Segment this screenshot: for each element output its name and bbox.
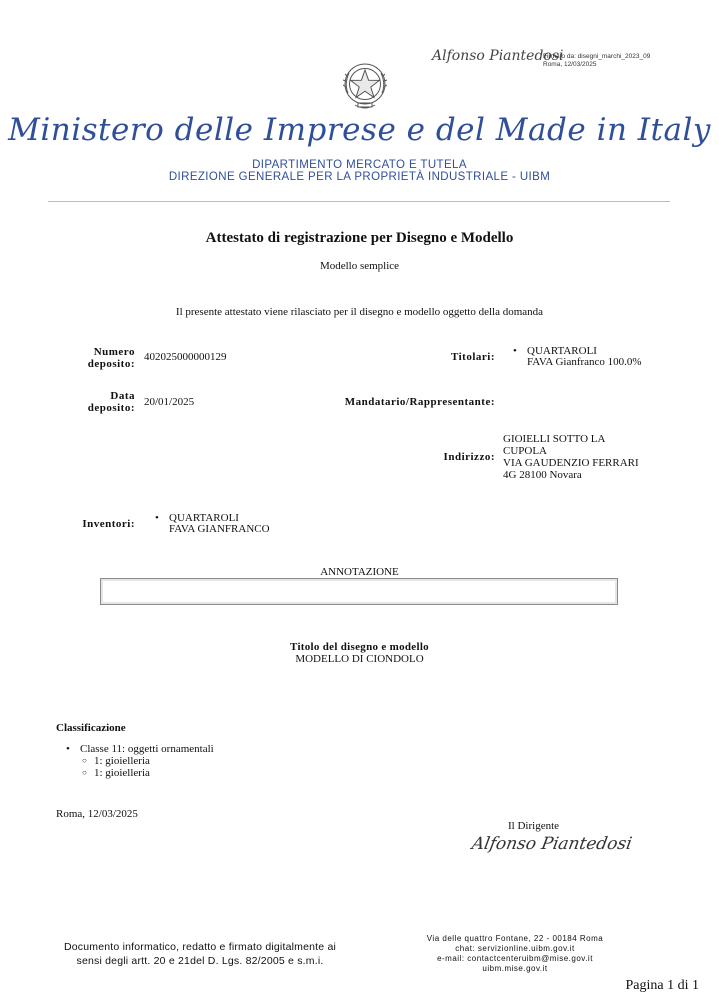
numero-deposito-label: Numero deposito: bbox=[87, 346, 135, 370]
header-divider bbox=[48, 201, 670, 202]
annotation-box bbox=[100, 578, 618, 605]
design-title-block bbox=[0, 641, 719, 665]
list-item: ○ 1: gioielleria bbox=[82, 767, 214, 779]
document-intro: Il presente attestato viene rilasciato per il disegno e modello oggetto della domanda bbox=[175, 306, 544, 318]
list-item: • QUARTAROLI FAVA Gianfranco 100.0% bbox=[513, 346, 642, 368]
titolari-label: Titolari: bbox=[450, 351, 495, 363]
data-deposito-value: 20/01/2025 bbox=[144, 396, 195, 408]
footer-legal-note: Documento informatico, redatto e firmato digitalmente ai sensi degli artt. 20 e 21del D. Lgs. 82/2005 e s.m.i. bbox=[63, 941, 337, 967]
footer-address: Via delle quattro Fontane, 22 - 00184 Roma bbox=[426, 934, 604, 943]
signed-by-line: Firmato da: disegni_marchi_2023_09 bbox=[543, 53, 651, 60]
ministry-name: Ministero delle Imprese e del Made in Italy bbox=[8, 112, 711, 148]
closing-place-date: Roma, 12/03/2025 bbox=[56, 808, 138, 820]
department-name: DIPARTIMENTO MERCATO E TUTELA bbox=[252, 159, 467, 171]
page-number: Pagina 1 di 1 bbox=[625, 978, 699, 993]
titolari-list bbox=[513, 346, 642, 368]
closing-role: Il Dirigente bbox=[508, 820, 560, 832]
footer-email: e-mail: contactcenteruibm@mise.gov.it bbox=[437, 954, 593, 963]
inventori-label: Inventori: bbox=[82, 518, 135, 530]
annotation-label: ANNOTAZIONE bbox=[320, 566, 399, 578]
footer-contacts bbox=[410, 934, 620, 974]
signature-stamp-details bbox=[543, 53, 650, 69]
list-item: ○ 1: gioielleria bbox=[82, 755, 214, 767]
signed-place-date: Roma, 12/03/2025 bbox=[543, 61, 597, 68]
data-deposito-label: Data deposito: bbox=[87, 390, 135, 414]
indirizzo-value: GIOIELLI SOTTO LA CUPOLA VIA GAUDENZIO FERRARI 4G 28100 Novara bbox=[503, 433, 639, 481]
indirizzo-label: Indirizzo: bbox=[443, 451, 495, 463]
mandatario-label: Mandatario/Rappresentante: bbox=[344, 396, 495, 408]
classification-list bbox=[66, 744, 214, 779]
list-item: • QUARTAROLI FAVA GIANFRANCO bbox=[155, 513, 270, 535]
footer-site: uibm.mise.gov.it bbox=[482, 964, 548, 973]
document-title: Attestato di registrazione per Disegno e Modello bbox=[205, 230, 514, 246]
republic-emblem-icon bbox=[340, 57, 390, 113]
list-item: • Classe 11: oggetti ornamentali bbox=[66, 744, 214, 755]
signature-stamp-name: Alfonso Piantedosi bbox=[432, 48, 564, 64]
numero-deposito-value: 402025000000129 bbox=[144, 351, 227, 363]
design-title-label: Titolo del disegno e modello bbox=[290, 641, 429, 653]
design-title-value: MODELLO DI CIONDOLO bbox=[295, 653, 424, 665]
document-subtitle: Modello semplice bbox=[319, 260, 400, 272]
footer-chat: chat: servizionline.uibm.gov.it bbox=[455, 944, 575, 953]
classification-heading: Classificazione bbox=[56, 722, 126, 734]
inventori-list bbox=[155, 513, 270, 535]
handwritten-signature: Alfonso Piantedosi bbox=[470, 834, 634, 854]
direction-name: DIREZIONE GENERALE PER LA PROPRIETÀ INDUSTRIALE - UIBM bbox=[168, 171, 551, 183]
